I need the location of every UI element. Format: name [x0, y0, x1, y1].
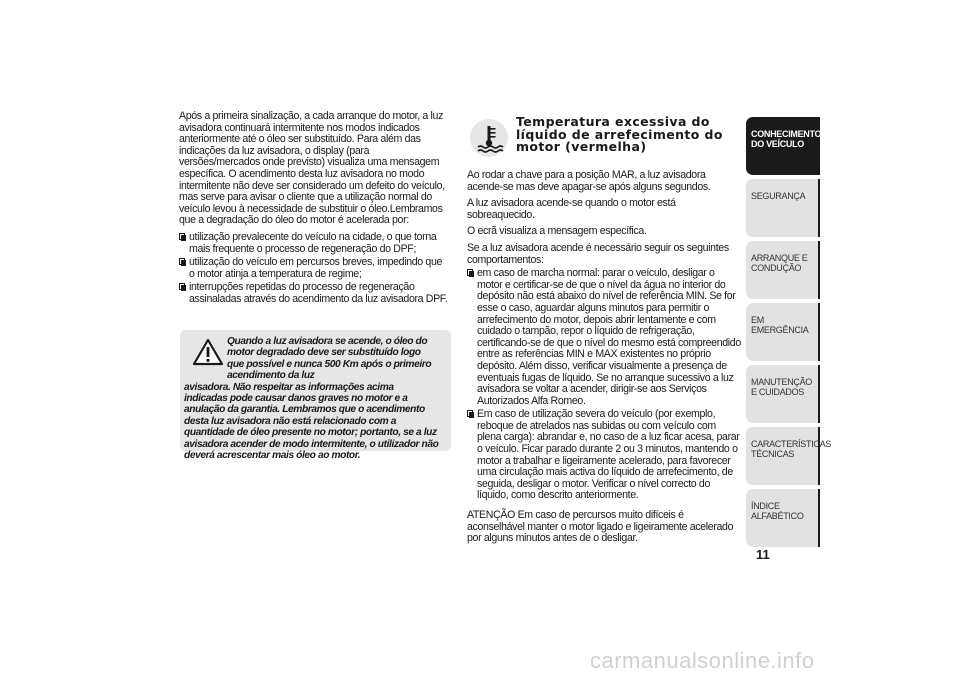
- tab-label: MANUTENÇÃO E CUIDADOS: [751, 377, 813, 397]
- tab-label: ÍNDICE ALFABÉTICO: [751, 501, 804, 521]
- bullet-box-icon: [467, 410, 474, 418]
- right-paragraph: O ecrã visualiza a mensagem específica.: [467, 225, 647, 238]
- list-item: [179, 282, 449, 305]
- tab-conhecimento[interactable]: [746, 117, 820, 175]
- tab-emergencia[interactable]: [746, 303, 820, 361]
- list-item: [467, 409, 742, 502]
- bullet-box-icon: [179, 258, 186, 266]
- right-bullet-list: [467, 268, 742, 502]
- bullet-box-icon: [179, 283, 186, 291]
- attention-paragraph: ATENÇÃO Em caso de percursos muito difíceis é aconselhável manter o motor ligado e ligeiramente acelerado por alguns minutos antes de o desligar.: [467, 509, 734, 545]
- warning-text: [184, 336, 439, 461]
- bullet-text: interrupções repetidas do processo de regeneração assinaladas através do acendimento da luz avisadora DPF.: [189, 281, 448, 305]
- tab-manutencao[interactable]: [746, 365, 820, 423]
- tab-label: CARACTERÍSTICAS TÉCNICAS: [751, 439, 832, 459]
- coolant-temperature-icon: [470, 119, 508, 157]
- list-item: [467, 268, 742, 407]
- bullet-text: Em caso de utilização severa do veículo (por exemplo, reboque de atrelados nas subidas ou com veículo com plena carga): abrandar e, no caso de a luz ficar acesa, parar o veículo. Ficar parado durante 2 ou 3 minutos, mantendo o motor a trabalhar e ligeiramente acelerado, para favorecer uma circulação mais activa do líquido de arrefecimento, de seguida, desligar o motor. Verificar o nível correcto do líquido, como descrito anteriormente.: [477, 408, 740, 502]
- left-column: [179, 111, 449, 308]
- left-bullet-list: [179, 232, 449, 306]
- tab-label: SEGURANÇA: [751, 191, 806, 201]
- bullet-text: utilização prevalecente do veículo na cidade, o que torna mais frequente o processo de regeneração do DPF;: [189, 230, 437, 255]
- bullet-box-icon: [467, 269, 474, 277]
- right-paragraph: Ao rodar a chave para a posição MAR, a luz avisadora acende-se mas deve apagar-se após alguns segundos.: [467, 169, 711, 193]
- watermark: carmanualsonline.info: [590, 648, 815, 673]
- warning-box: [180, 330, 451, 462]
- tab-caracteristicas[interactable]: [746, 427, 832, 485]
- right-paragraph: A luz avisadora acende-se quando o motor está sobreaquecido.: [467, 197, 676, 221]
- bullet-text: utilização do veículo em percursos breves, impedindo que o motor atinja a temperatura de regime;: [189, 256, 443, 280]
- warning-rest: avisadora. Não respeitar as informações acima indicadas pode causar danos graves no motor e a anulação da garantia. Lembramos que o acendimento desta luz avisadora não está relacionado com a quantidade de óleo presente no motor; portanto, se a luz avisadora acender de modo intermitente, o utilizador não deverá acrescentar mais óleo ao motor.: [184, 381, 439, 462]
- list-item: [179, 232, 449, 255]
- left-paragraph: Após a primeira sinalização, a cada arranque do motor, a luz avisadora continuará intermitente nos modos indicados anteriormente até o óleo ser substituído. Para além das indicações da luz avisadora, o display (para versões/mercados onde previsto) visualiza uma mensagem específica. O acendimento desta luz avisadora no modo intermitente não deve ser considerado um defeito do veículo, mas serve para avisar o cliente que a utilização normal do veículo levou à necessidade de substituir o óleo.Lembramos que a degradação do óleo do motor é acelerada por:: [179, 110, 445, 227]
- chapter-tabs: [746, 117, 832, 551]
- tab-label: EM EMERGÊNCIA: [751, 315, 809, 335]
- page-number: 11: [756, 547, 770, 562]
- tab-indice[interactable]: [746, 489, 820, 547]
- list-item: [179, 257, 449, 280]
- tab-label: CONHECIMENTO DO VEÍCULO: [751, 129, 822, 149]
- tab-label: ARRANQUE E CONDUÇÃO: [751, 253, 808, 273]
- section-title: Temperatura excessiva do líquido de arrefecimento do motor (vermelha): [516, 114, 723, 155]
- tab-seguranca[interactable]: [746, 179, 820, 237]
- warning-lead: Quando a luz avisadora se acende, o óleo do motor degradado deve ser substituído logo que possível e nunca 500 Km após o primeiro acendimento da luz: [227, 336, 432, 382]
- bullet-text: em caso de marcha normal: parar o veículo, desligar o motor e certificar-se de que o nível da água no interior do depósito não está abaixo do nível de referência MIN. Se for esse o caso, aguardar alguns minutos para permitir o arrefecimento do motor, depois abrir lentamente e com cuidado o tampão, repor o líquido de refrigeração, certificando-se de que o nível do mesmo está compreendido entre as referências MIN e MAX existentes no próprio depósito. Além disso, verificar visualmente a presença de eventuais fugas de líquido. Se no arranque sucessivo a luz avisadora se voltar a acender, dirigir-se aos Serviços Autorizados Alfa Romeo.: [477, 267, 741, 407]
- right-paragraph: Se a luz avisadora acende é necessário seguir os seguintes comportamentos:: [467, 241, 729, 266]
- bullet-box-icon: [179, 233, 186, 241]
- right-column: [467, 170, 742, 550]
- tab-arranque[interactable]: [746, 241, 820, 299]
